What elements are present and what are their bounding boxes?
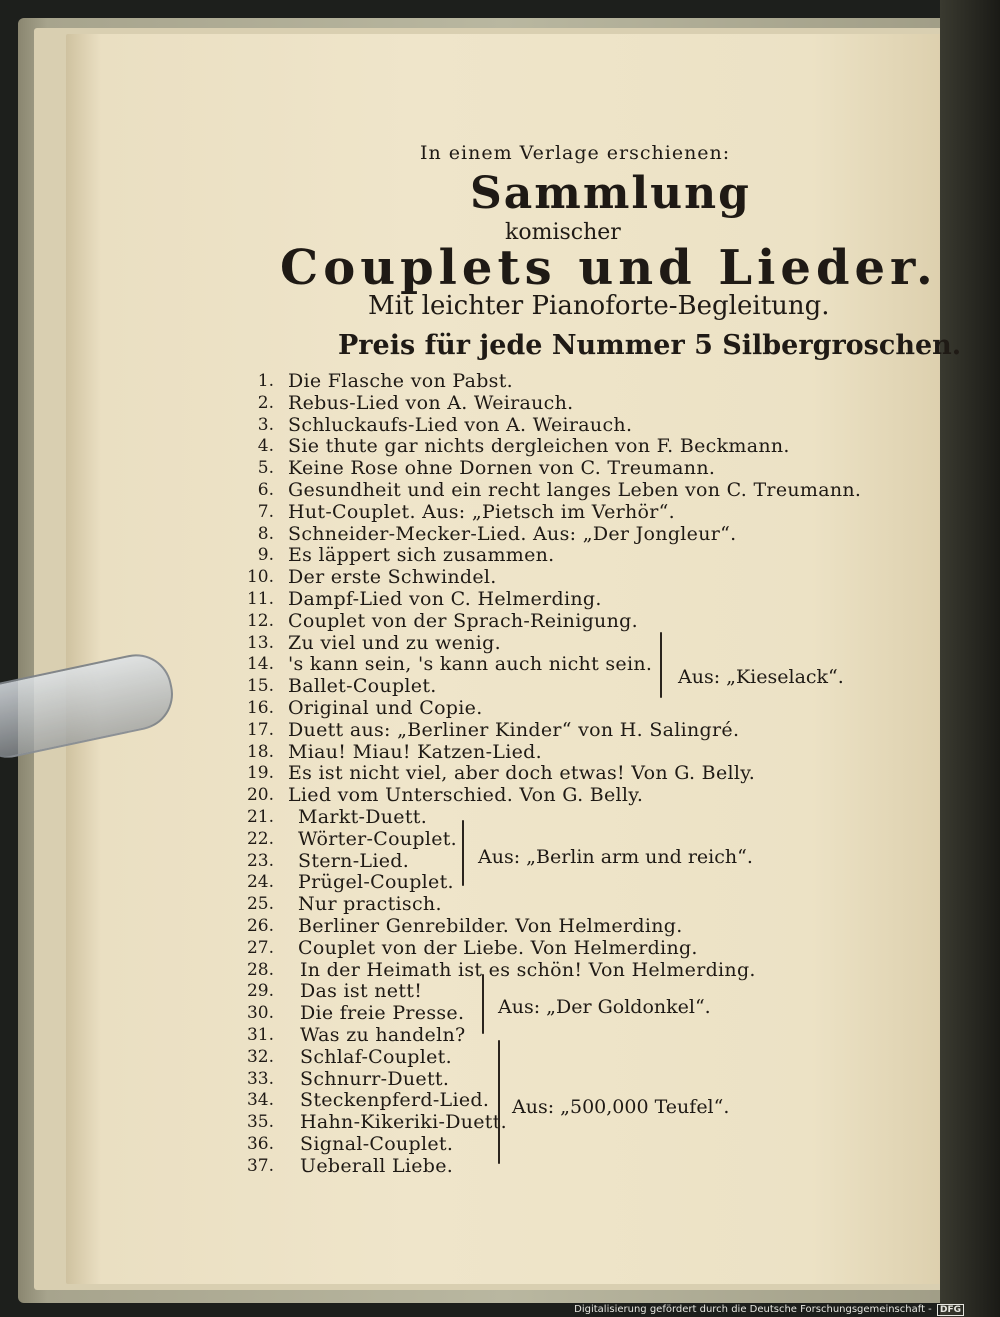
title-komischer: komischer — [505, 220, 621, 245]
item-number: 19. — [246, 763, 274, 783]
item-number: 14. — [246, 654, 274, 674]
brace-goldonkel — [482, 974, 484, 1034]
brace-berlin-arm-und-reich — [462, 820, 464, 886]
item-title: Es ist nicht viel, aber doch etwas! Von G. Belly. — [288, 762, 756, 784]
item-number: 17. — [246, 720, 274, 740]
item-title: Gesundheit und ein recht langes Leben von C. Treumann. — [288, 479, 862, 501]
item-number: 36. — [246, 1134, 274, 1154]
item-number: 12. — [246, 611, 274, 631]
title-couplets-und-lieder: Couplets und Lieder. — [280, 240, 938, 296]
item-number: 31. — [246, 1025, 274, 1045]
item-title: Wörter-Couplet. — [298, 828, 458, 850]
item-number: 2. — [257, 393, 274, 413]
item-number: 20. — [246, 785, 274, 805]
item-number: 24. — [246, 872, 274, 892]
item-title: Couplet von der Sprach-Reinigung. — [288, 610, 638, 632]
credit-text: Digitalisierung gefördert durch die Deutsche Forschungsgemeinschaft - — [574, 1304, 932, 1315]
item-number: 30. — [246, 1003, 274, 1023]
item-title: Hut-Couplet. Aus: „Pietsch im Verhör“. — [288, 501, 676, 523]
item-title: Markt-Duett. — [298, 806, 428, 828]
item-title: Sie thute gar nichts dergleichen von F. Beckmann. — [288, 435, 790, 457]
item-title: Couplet von der Liebe. Von Helmerding. — [298, 937, 698, 959]
book-gutter — [940, 0, 1000, 1317]
price-line: Preis für jede Nummer 5 Silbergroschen. — [338, 330, 962, 361]
item-number: 5. — [257, 458, 274, 478]
item-number: 15. — [246, 676, 274, 696]
item-title: Prügel-Couplet. — [298, 871, 454, 893]
item-title: Es läppert sich zusammen. — [288, 544, 555, 566]
item-number: 35. — [246, 1112, 274, 1132]
item-title: Miau! Miau! Katzen-Lied. — [288, 741, 542, 763]
title-sammlung: Sammlung — [470, 168, 751, 219]
item-number: 37. — [246, 1156, 274, 1176]
item-title: Steckenpferd-Lied. — [300, 1089, 490, 1111]
item-title: Ballet-Couplet. — [288, 675, 437, 697]
item-number: 34. — [246, 1090, 274, 1110]
item-title: Rebus-Lied von A. Weirauch. — [288, 392, 574, 414]
item-number: 8. — [257, 524, 274, 544]
item-number: 4. — [257, 436, 274, 456]
item-number: 1. — [257, 371, 274, 391]
item-title: Signal-Couplet. — [300, 1133, 454, 1155]
item-number: 32. — [246, 1047, 274, 1067]
item-number: 18. — [246, 742, 274, 762]
item-title: Hahn-Kikeriki-Duett. — [300, 1111, 508, 1133]
item-title: 's kann sein, 's kann auch nicht sein. — [288, 653, 653, 675]
dfg-logo: DFG — [937, 1304, 964, 1316]
brace-kieselack — [660, 632, 662, 698]
group-label-goldonkel: Aus: „Der Goldonkel“. — [498, 996, 711, 1018]
item-title: Was zu handeln? — [300, 1024, 466, 1046]
item-number: 21. — [246, 807, 274, 827]
publisher-intro: In einem Verlage erschienen: — [420, 142, 731, 164]
item-title: Zu viel und zu wenig. — [288, 632, 501, 654]
item-title: Keine Rose ohne Dornen von C. Treumann. — [288, 457, 716, 479]
item-number: 6. — [257, 480, 274, 500]
group-label-500000-teufel: Aus: „500,000 Teufel“. — [512, 1096, 730, 1118]
item-title: Stern-Lied. — [298, 850, 410, 872]
item-title: Nur practisch. — [298, 893, 442, 915]
item-number: 33. — [246, 1069, 274, 1089]
item-title: Schlaf-Couplet. — [300, 1046, 452, 1068]
item-title: Der erste Schwindel. — [288, 566, 497, 588]
item-title: Das ist nett! — [300, 980, 423, 1002]
item-title: Schnurr-Duett. — [300, 1068, 450, 1090]
group-label-berlin-arm-und-reich: Aus: „Berlin arm und reich“. — [478, 846, 753, 868]
item-number: 28. — [246, 960, 274, 980]
item-title: In der Heimath ist es schön! Von Helmerding. — [300, 959, 756, 981]
subtitle-begleitung: Mit leichter Pianoforte-Begleitung. — [368, 291, 830, 321]
item-title: Die freie Presse. — [300, 1002, 465, 1024]
item-number: 16. — [246, 698, 274, 718]
item-number: 27. — [246, 938, 274, 958]
brace-500000-teufel — [498, 1040, 500, 1164]
item-number: 29. — [246, 981, 274, 1001]
item-number: 7. — [257, 502, 274, 522]
item-title: Berliner Genrebilder. Von Helmerding. — [298, 915, 683, 937]
item-title: Original und Copie. — [288, 697, 483, 719]
item-number: 3. — [257, 415, 274, 435]
item-number: 9. — [257, 545, 274, 565]
item-number: 23. — [246, 851, 274, 871]
item-title: Dampf-Lied von C. Helmerding. — [288, 588, 602, 610]
digitization-credit — [574, 1304, 964, 1316]
item-number: 11. — [246, 589, 274, 609]
item-title: Ueberall Liebe. — [300, 1155, 454, 1177]
item-title: Schneider-Mecker-Lied. Aus: „Der Jongleur“. — [288, 523, 737, 545]
item-number: 10. — [246, 567, 274, 587]
item-title: Die Flasche von Pabst. — [288, 370, 513, 392]
group-label-kieselack: Aus: „Kieselack“. — [678, 666, 844, 688]
item-title: Lied vom Unterschied. Von G. Belly. — [288, 784, 644, 806]
item-number: 25. — [246, 894, 274, 914]
item-title: Schluckaufs-Lied von A. Weirauch. — [288, 414, 633, 436]
item-number: 26. — [246, 916, 274, 936]
item-number: 22. — [246, 829, 274, 849]
item-number: 13. — [246, 633, 274, 653]
item-title: Duett aus: „Berliner Kinder“ von H. Salingré. — [288, 719, 740, 741]
